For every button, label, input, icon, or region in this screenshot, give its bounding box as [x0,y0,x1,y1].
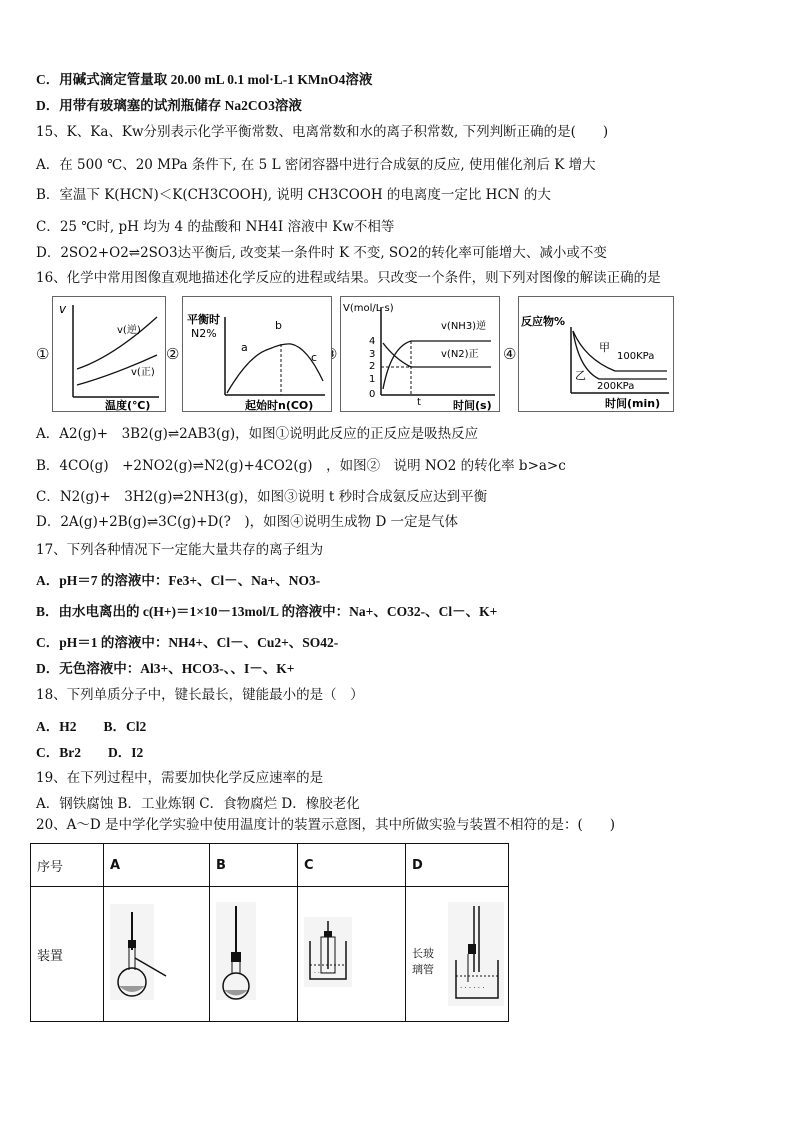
graph2-x-label: 起始时n(CO) [245,399,314,412]
q15-stem: 15、K、Ka、Kw分别表示化学平衡常数、电离常数和水的离子积常数, 下列判断正确的是( ) [36,124,609,140]
graph3-tick-2: 2 [369,361,376,372]
graph4-curve2-label: 乙 [575,369,586,382]
apparatus-d-cell [406,887,509,1022]
graph1-reverse-rate-label: v(逆) [117,325,141,336]
graph2-point-c: c [311,351,318,364]
graph4-x-label: 时间(min) [605,397,661,410]
graph4-curve1-pressure: 100KPa [617,351,655,362]
apparatus-a-cell [104,887,210,1022]
q16-stem: 16、化学中常用图像直观地描述化学反应的进程或结果。只改变一个条件，则下列对图像的解读正确的是 [36,270,661,286]
graph4-number: ④ [503,345,517,363]
q16-option-b: B．4CO(g) +2NO2(g)⇌N2(g)+4CO2(g) ，如图② 说明 NO2 的转化率 b>a>c [36,458,566,474]
q16-option-a: A．A2(g)+ 3B2(g)⇌2AB3(g)，如图①说明此反应的正反应是吸热反应 [36,426,479,442]
q15-option-c: C．25 ℃时, pH 均为 4 的盐酸和 NH4I 溶液中 Kw不相等 [36,219,395,235]
q17-stem: 17、下列各种情况下一定能大量共存的离子组为 [36,542,324,558]
graph3-tick-0: 0 [369,389,376,400]
graph1-y-label: v [59,302,67,316]
q17-option-a: A．pH＝7 的溶液中：Fe3+、Cl－、Na+、NO3- [36,573,321,588]
header-cell-number: 序号 [31,844,104,887]
q19-options: A．钢铁腐蚀 B．工业炼钢 C．食物腐烂 D．橡胶老化 [36,796,360,812]
graph1-rate-vs-temperature [52,296,166,412]
apparatus-c-cell [298,887,406,1022]
graph3-tick-1: 1 [369,374,376,385]
q18-stem: 18、下列单质分子中，键长最长，键能最小的是（ ） [36,687,364,703]
graph2-number: ② [166,345,180,363]
apparatus-b-flask [216,902,266,1002]
graph3-tick-4: 4 [369,336,376,347]
q14-option-d: D．用带有玻璃塞的试剂瓶储存 Na2CO3溶液 [36,98,302,113]
graph3-y-label: V(mol/L·s) [343,303,394,314]
table-apparatus-row [31,887,509,1022]
svg-text:· · · · · ·: · · · · · · [460,984,485,992]
graph1-number: ① [36,345,50,363]
graph2-point-b: b [275,319,282,332]
graph3-n2-label: v(N2)正 [441,349,479,360]
graph2-n2-percent-vs-co [182,296,332,412]
header-cell-b: B [210,844,298,887]
q15-option-d: D．2SO2+O2⇌2SO3达平衡后, 改变某一条件时 K 不变, SO2的转化率可能增大、减小或不变 [36,245,607,261]
apparatus-table [30,843,509,1022]
svg-text:· · · · · ·: · · · · · · [314,970,335,977]
q17-option-d: D．无色溶液中：Al3+、HCO3-、、I－、K+ [36,661,295,676]
graph3-tick-3: 3 [369,349,376,360]
apparatus-b-cell [210,887,298,1022]
q15-option-a: A．在 500 ℃、20 MPa 条件下, 在 5 L 密闭容器中进行合成氨的反应, 使用催化剂后 K 增大 [36,157,596,173]
apparatus-d-figure [412,902,508,1006]
apparatus-row-label: 装置 [31,887,104,1022]
graph4-reactant-vs-time [518,296,674,412]
q18-options-cd: C．Br2 D．I2 [36,745,144,760]
apparatus-d-long-tube-label: 长玻 璃管 [412,947,434,976]
graph2-point-a: a [241,341,248,354]
apparatus-a-distillation-flask [110,902,174,1002]
graph2-y-label-2: N2% [191,327,217,340]
apparatus-d-beaker [448,902,508,1006]
q17-option-c: C．pH＝1 的溶液中：NH4+、Cl－、Cu2+、SO42- [36,635,339,650]
graph1-x-label: 温度(℃) [105,399,151,412]
graph4-curve1-label: 甲 [599,341,610,354]
graph3-nh3-label: v(NH3)逆 [441,321,487,332]
q16-option-c: C．N2(g)+ 3H2(g)⇌2NH3(g)，如图③说明 t 秒时合成氨反应达到平衡 [36,489,488,505]
graph2-y-label-1: 平衡时 [187,313,220,326]
header-cell-a: A [104,844,210,887]
q16-option-d: D．2A(g)+2B(g)⇌3C(g)+D(? )，如图④说明生成物 D 一定是气体 [36,514,459,530]
header-cell-c: C [298,844,406,887]
graph4-curve2-pressure: 200KPa [597,381,635,392]
graph3-x-label: 时间(s) [453,399,492,412]
q17-option-b: B．由水电离出的 c(H+)＝1×10－13mol/L 的溶液中：Na+、CO32-、Cl－、K+ [36,604,498,619]
q18-options-ab: A．H2 B．Cl2 [36,719,147,734]
graph3-t-label: t [417,397,421,408]
table-header-row [31,844,509,887]
graph3-rate-vs-time [340,296,500,412]
graph1-forward-rate-label: v(正) [131,367,155,378]
graph4-y-label: 反应物% [521,315,566,328]
q20-stem: 20、A～D 是中学化学实验中使用温度计的装置示意图，其中所做实验与装置不相符的是：( ) [36,817,616,833]
q14-option-c: C．用碱式滴定管量取 20.00 mL 0.1 mol·L-1 KMnO4溶液 [36,72,373,87]
apparatus-c-beaker [304,917,354,987]
graph3-number: ③ [324,345,338,363]
header-cell-d: D [406,844,509,887]
q19-stem: 19、在下列过程中，需要加快化学反应速率的是 [36,770,324,786]
q15-option-b: B．室温下 K(HCN)＜K(CH3COOH), 说明 CH3COOH 的电离度一定比 HCN 的大 [36,187,551,203]
